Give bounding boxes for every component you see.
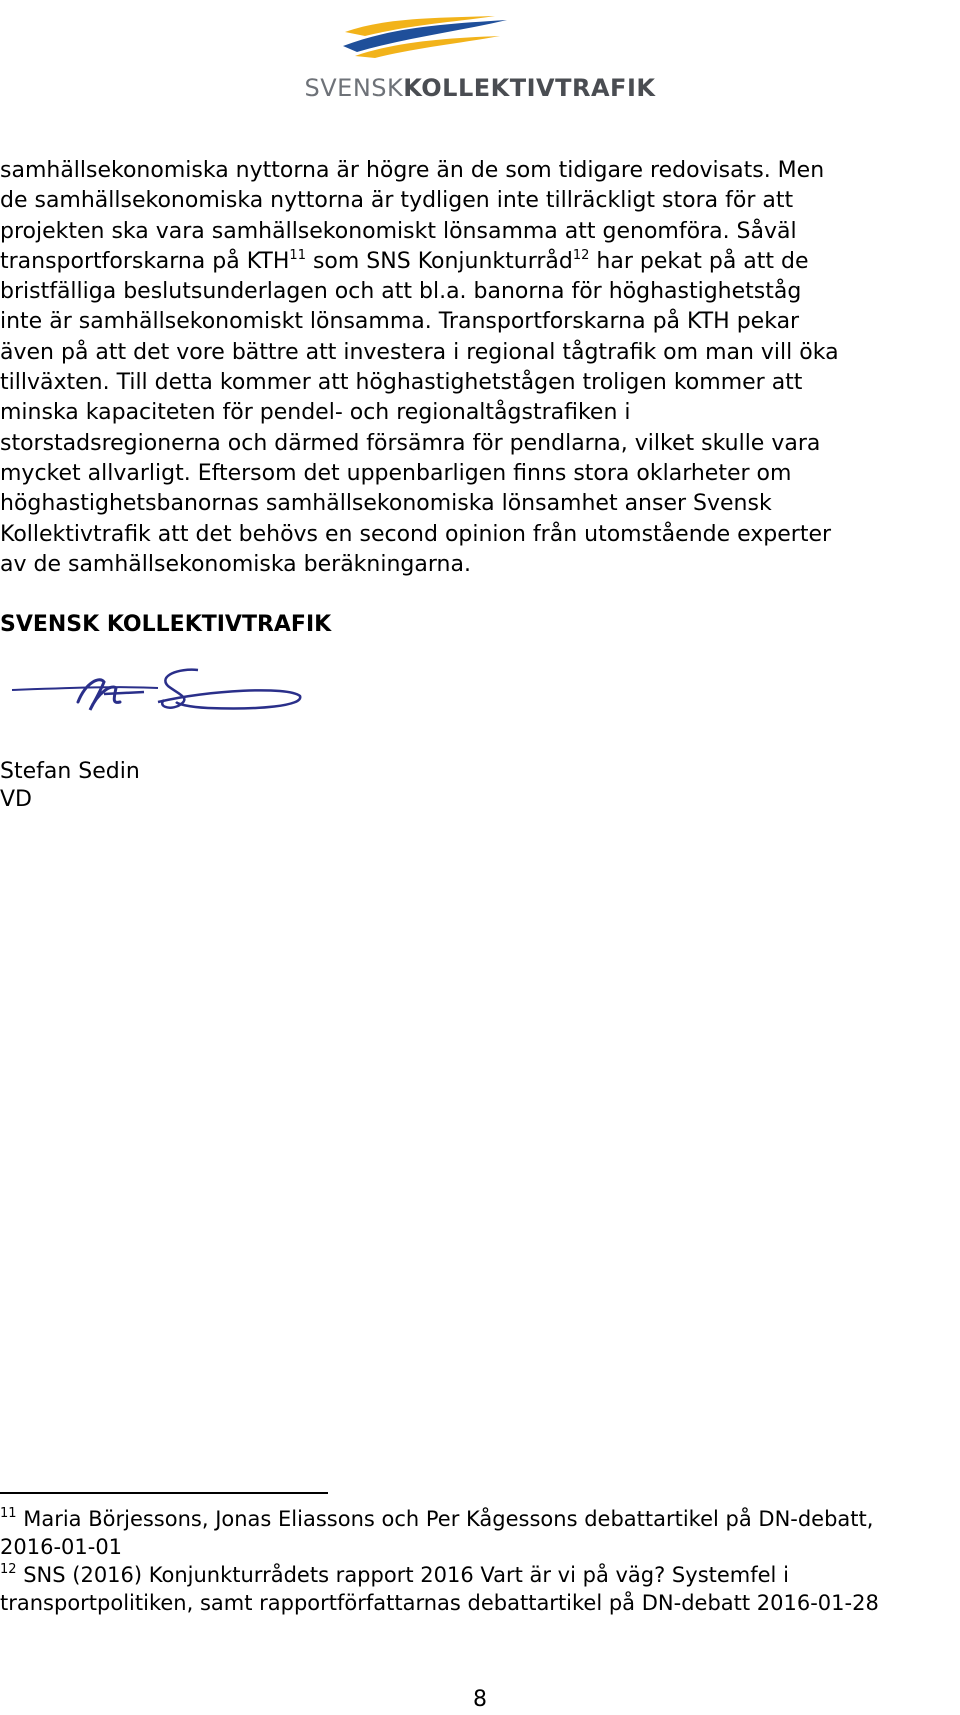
signature-image: [8, 662, 308, 734]
footnote-12: $^{12}$ SNS (2016) Konjunkturrådets rapport 2016 Vart är vi på väg? Systemfel i: [0, 1562, 789, 1587]
paragraph-line: Kollektivtrafik att det behövs en second opinion från utomstående experter: [0, 521, 832, 547]
footnote-separator: [0, 1492, 328, 1494]
logo-wordmark: SVENSKKOLLEKTIVTRAFIK: [304, 74, 656, 102]
paragraph-line: inte är samhällsekonomiskt lönsamma. Transportforskarna på KTH pekar: [0, 309, 800, 335]
paragraph-line: tillväxten. Till detta kommer att höghastighetstågen troligen kommer att: [0, 370, 803, 396]
paragraph-line: även på att det vore bättre att investera i regional tågtrafik om man vill öka: [0, 339, 839, 365]
paragraph-line: höghastighetsbanornas samhällsekonomiska lönsamhet anser Svensk: [0, 491, 772, 517]
organization-name: SVENSK KOLLEKTIVTRAFIK: [0, 612, 332, 637]
paragraph-line: storstadsregionerna och därmed försämra för pendlarna, vilket skulle vara: [0, 430, 821, 456]
footnote-ref-12[interactable]: 12: [572, 247, 590, 263]
paragraph-line: transportforskarna på KTH$^{11}$ som SNS Konjunkturråd$^{12}$ har pekat på att de: [0, 247, 809, 274]
footnotes: [0, 1505, 960, 1617]
footnote-11-continued: 2016-01-01: [0, 1535, 123, 1559]
footnote-ref-11[interactable]: 11: [289, 247, 306, 263]
body-paragraph: [0, 156, 960, 580]
signer-title: VD: [0, 787, 32, 812]
logo-waves-icon: [335, 12, 515, 58]
footnote-12-continued: transportpolitiken, samt rapportförfattarnas debattartikel på DN-debatt 2016-01-28: [0, 1591, 879, 1615]
company-logo: [0, 0, 960, 110]
paragraph-line: de samhällsekonomiska nyttorna är tydligen inte tillräckligt stora för att: [0, 188, 794, 214]
footnote-11: $^{11}$ Maria Börjessons, Jonas Eliassons och Per Kågessons debattartikel på DN-debatt,: [0, 1506, 874, 1531]
paragraph-line: samhällsekonomiska nyttorna är högre än de som tidigare redovisats. Men: [0, 158, 825, 183]
paragraph-line: projekten ska vara samhällsekonomiskt lönsamma att genomföra. Såväl: [0, 218, 797, 244]
page-number: 8: [473, 1687, 487, 1712]
signer-name: Stefan Sedin: [0, 759, 140, 784]
paragraph-line: minska kapaciteten för pendel- och regionaltågstrafiken i: [0, 400, 631, 426]
paragraph-line: mycket allvarligt. Eftersom det uppenbarligen finns stora oklarheter om: [0, 460, 792, 486]
paragraph-line: bristfälliga beslutsunderlagen och att bl.a. banorna för höghastighetståg: [0, 279, 802, 305]
paragraph-line: av de samhällsekonomiska beräkningarna.: [0, 551, 471, 577]
